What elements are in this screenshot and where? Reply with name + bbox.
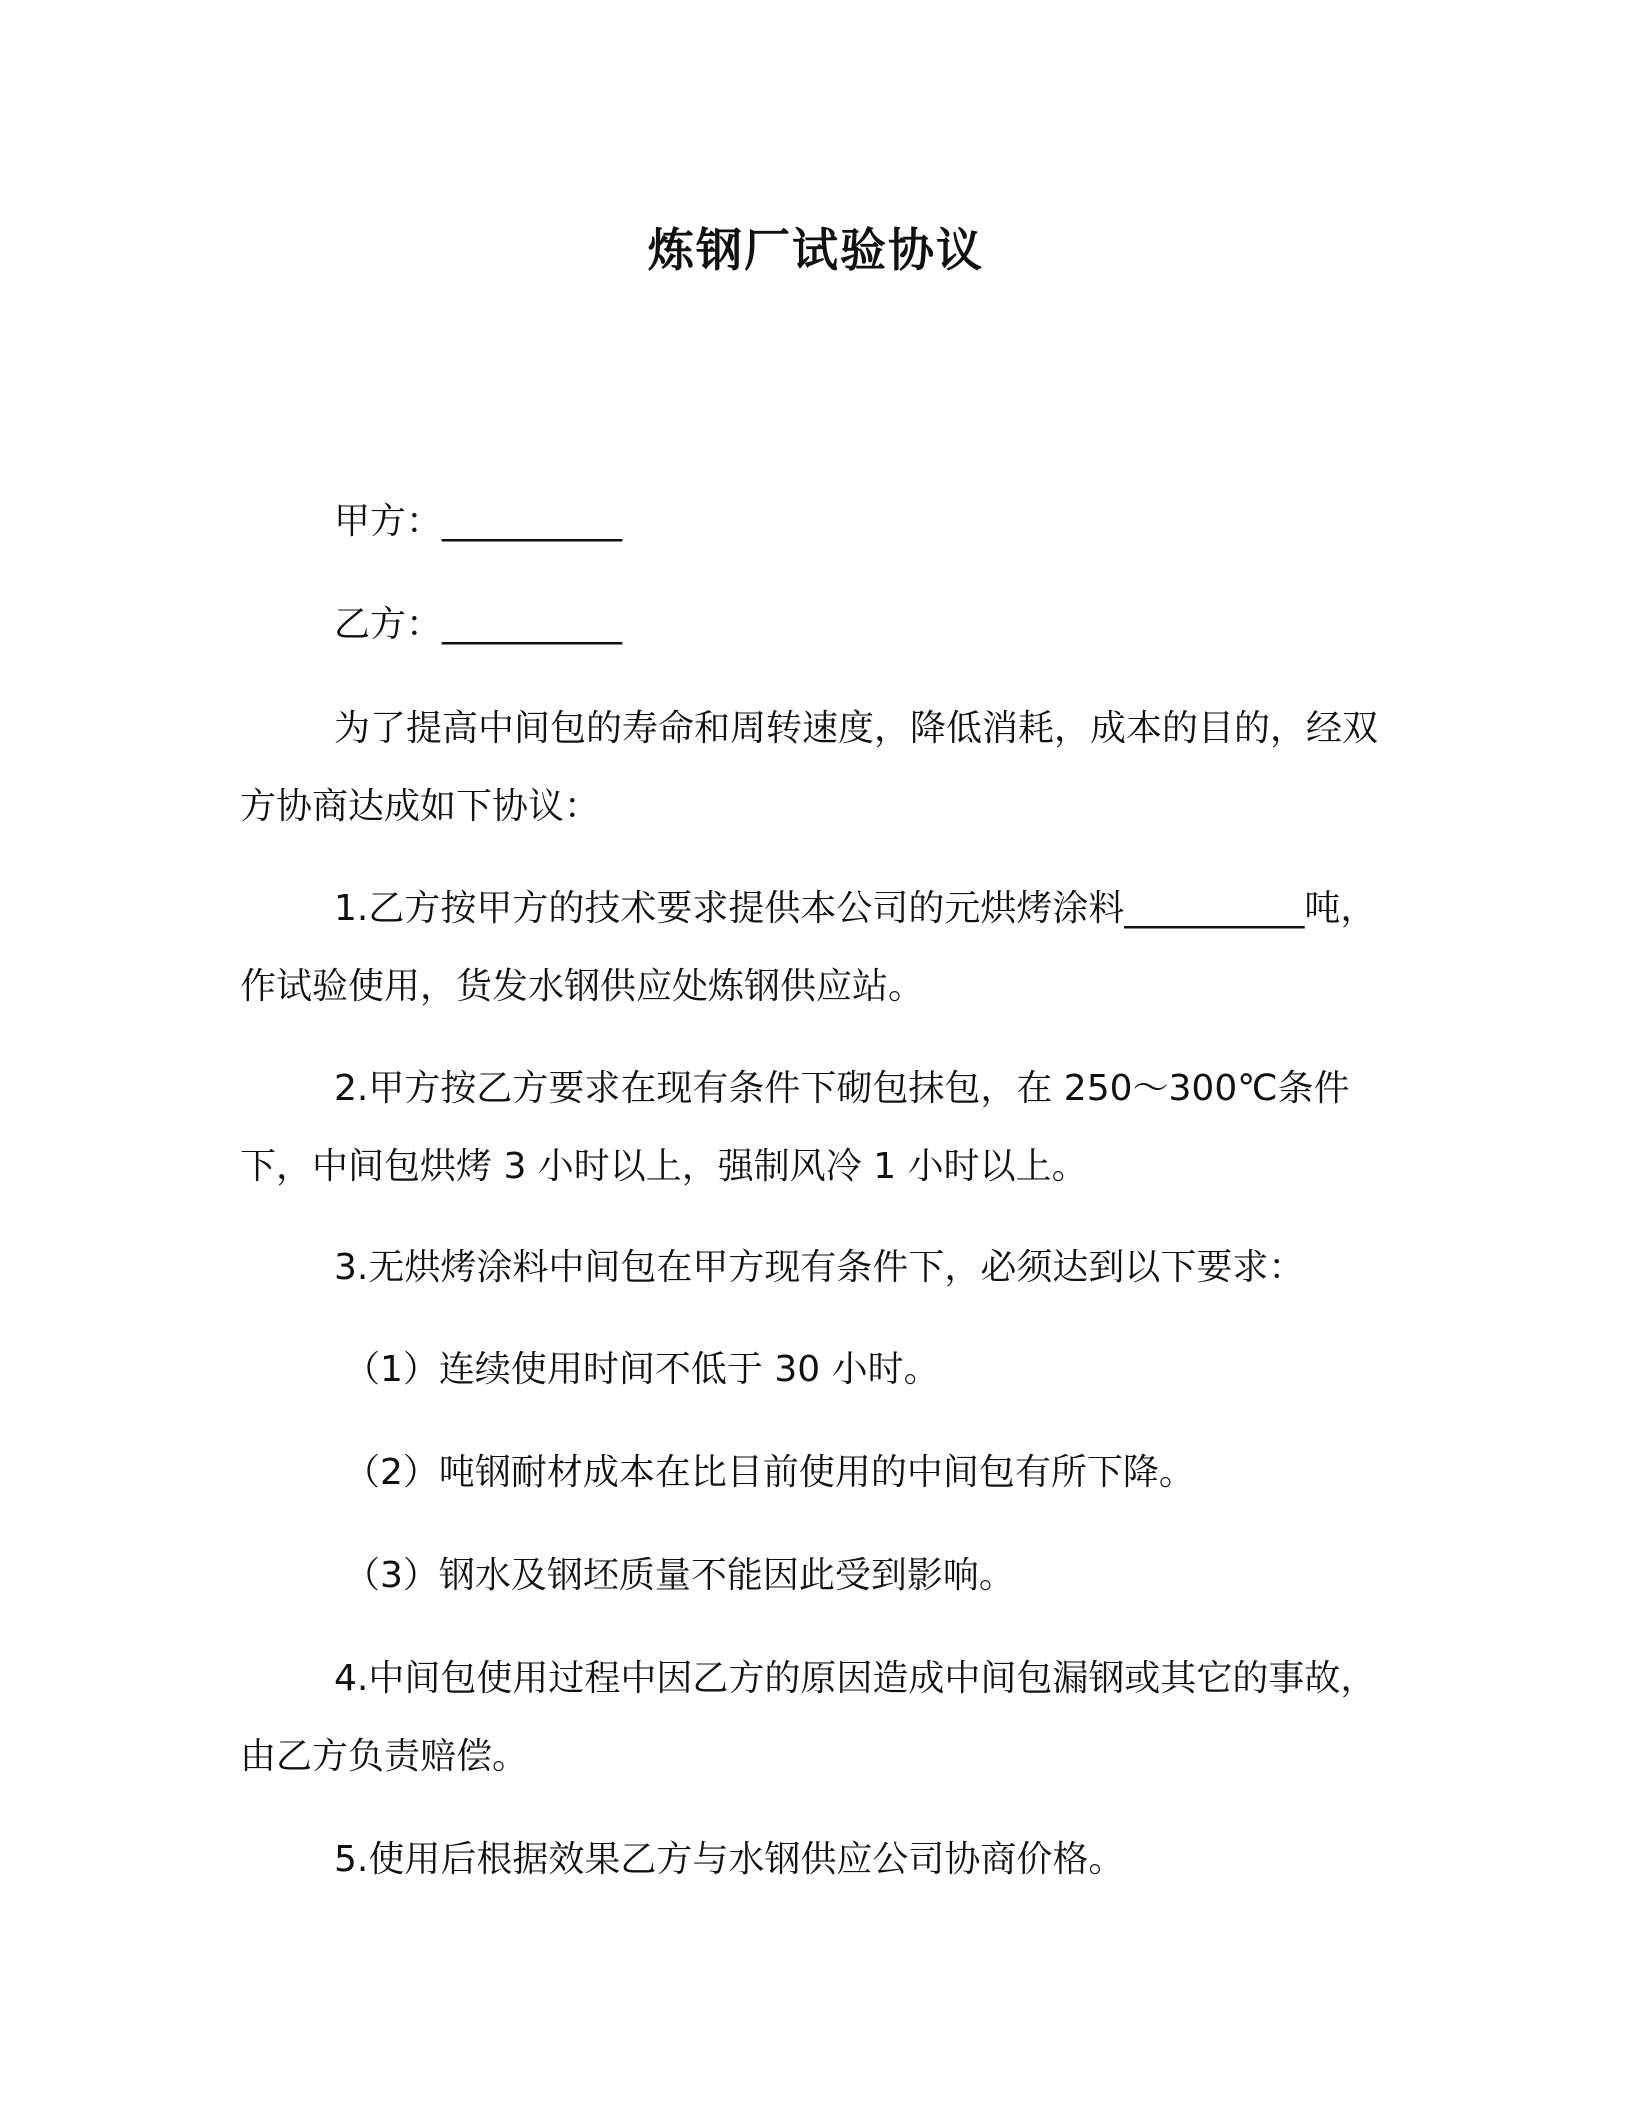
clause-5: 5.使用后根据效果乙方与水钢供应公司协商价格。 <box>334 1839 1125 1880</box>
clause-4: 4.中间包使用过程中因乙方的原因造成中间包漏钢或其它的事故，由乙方负责赔偿。 <box>240 1658 1377 1777</box>
intro-paragraph: 为了提高中间包的寿命和周转速度，降低消耗，成本的目的，经双方协商达成如下协议： <box>240 708 1379 827</box>
clause-1: 1.乙方按甲方的技术要求提供本公司的元烘烤涂料__________吨，作试验使用，货发水钢供应处炼钢供应站。 <box>240 888 1377 1007</box>
document-title: 炼钢厂试验协议 <box>648 223 984 277</box>
requirement-3: （3）钢水及钢坯质量不能因此受到影响。 <box>344 1555 1015 1596</box>
clause-2: 2.甲方按乙方要求在现有条件下砌包抹包，在 250～300℃条件下，中间包烘烤 3 小时以上，强制风冷 1 小时以上。 <box>240 1068 1350 1187</box>
clause-3: 3.无烘烤涂料中间包在甲方现有条件下，必须达到以下要求： <box>334 1247 1305 1288</box>
requirement-1: （1）连续使用时间不低于 30 小时。 <box>344 1349 940 1390</box>
party-a-line: 甲方：__________ <box>334 501 623 542</box>
requirement-2: （2）吨钢耐材成本在比目前使用的中间包有所下降。 <box>344 1452 1195 1493</box>
party-b-line: 乙方：__________ <box>334 604 623 645</box>
